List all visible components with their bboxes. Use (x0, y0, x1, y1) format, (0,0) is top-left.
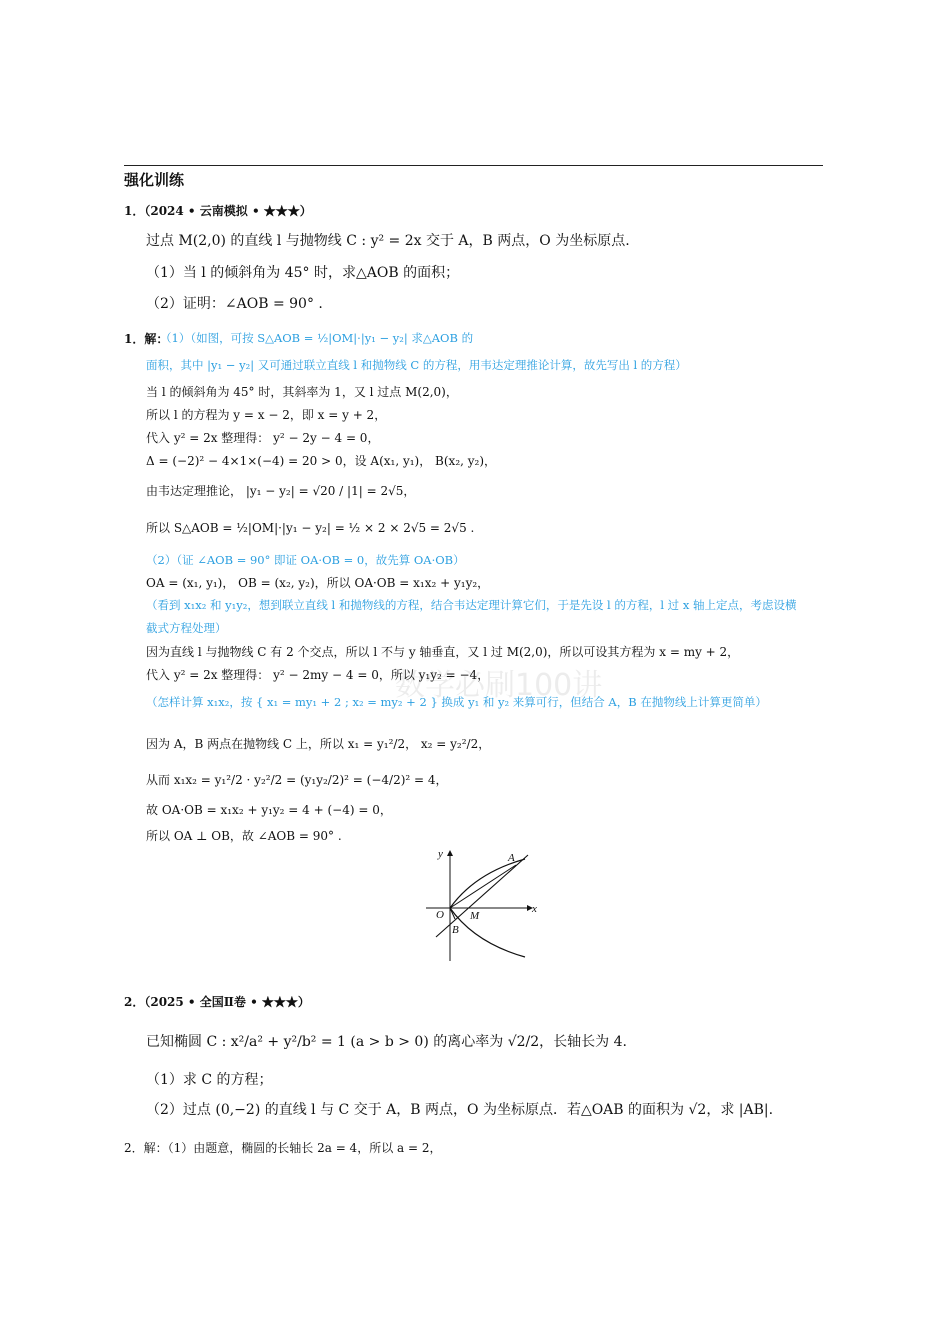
solution1-label: 1．解： (124, 332, 169, 346)
solution1-hint3a: （看到 x₁x₂ 和 y₁y₂，想到联立直线 l 和抛物线的方程，结合韦达定理计算它们，于是先设 l 的方程，l 过 x 轴上定点，考虑设横 (146, 598, 797, 612)
solution1-line8: 因为直线 l 与抛物线 C 有 2 个交点，所以 l 不与 y 轴垂直，又 l 过 M(2,0)，所以可设其方程为 x = my + 2， (146, 645, 740, 659)
solution1-line3: 代入 y² = 2x 整理得： y² − 2y − 4 = 0， (146, 431, 380, 445)
solution1-hint3b: 截式方程处理） (146, 621, 227, 635)
watermark: 数学必刷100讲 (395, 668, 603, 703)
problem2-part2: （2）过点 (0,−2) 的直线 l 与 C 交于 A，B 两点，O 为坐标原点．若△OAB 的面积为 √2，求 |AB|. (146, 1102, 774, 1118)
label-m: M (470, 910, 480, 922)
solution1-hint1b: 面积，其中 |y₁ − y₂| 又可通过联立直线 l 和抛物线 C 的方程，用韦达定理推论计算，故先写出 l 的方程） (146, 358, 687, 372)
solution1-line12: 故 OA·OB = x₁x₂ + y₁y₂ = 4 + (−4) = 0， (146, 803, 392, 817)
solution1-line9: 代入 y² = 2x 整理得： y² − 2my − 4 = 0，所以 y₁y₂ = −4， (146, 668, 490, 682)
solution1-line10: 因为 A，B 两点在抛物线 C 上，所以 x₁ = y₁²/2， x₂ = y₂²/2， (146, 737, 491, 751)
problem1-part1: （1）当 l 的倾斜角为 45° 时，求△AOB 的面积； (146, 265, 460, 281)
solution1-line1: 当 l 的倾斜角为 45° 时，其斜率为 1，又 l 过点 M(2,0)， (146, 385, 458, 399)
solution1-hint4: （怎样计算 x₁x₂，按 { x₁ = my₁ + 2 ; x₂ = my₂ + 2 } 换成 y₁ 和 y₂ 来算可行，但结合 A，B 在抛物线上计算更简单） (146, 695, 767, 709)
section-title: 强化训练 (124, 171, 185, 189)
solution2-line1: 2．解：（1）由题意，椭圆的长轴长 2a = 4，所以 a = 2， (124, 1141, 442, 1155)
label-o: O (436, 909, 444, 921)
solution1-line4: Δ = (−2)² − 4×1×(−4) = 20 > 0，设 A(x₁, y₁)， B(x₂, y₂)， (146, 454, 497, 468)
problem2-part1: （1）求 C 的方程； (146, 1072, 273, 1088)
solution1-hint1a: （1）（如图，可按 S△AOB = ½|OM|·|y₁ − y₂| 求△AOB 的 (160, 331, 474, 345)
solution1-line6: 所以 S△AOB = ½|OM|·|y₁ − y₂| = ½ × 2 × 2√5 = 2√5 . (146, 521, 475, 535)
solution1-hint2: （2）（证 ∠AOB = 90° 即证 OA·OB = 0，故先算 OA·OB） (146, 553, 465, 567)
problem1-part2: （2）证明：∠AOB = 90° . (146, 296, 323, 312)
label-y: y (438, 848, 443, 860)
solution1-line13: 所以 OA ⊥ OB，故 ∠AOB = 90° . (146, 829, 342, 843)
solution1-line2: 所以 l 的方程为 y = x − 2，即 x = y + 2， (146, 408, 387, 422)
label-a: A (508, 852, 515, 864)
problem1-statement: 过点 M(2,0) 的直线 l 与抛物线 C : y² = 2x 交于 A，B 两点，O 为坐标原点. (146, 233, 630, 249)
section-rule (124, 165, 823, 166)
parabola-figure (420, 845, 580, 965)
problem1-header: 1．（2024 • 云南模拟 • ★★★） (124, 204, 312, 218)
problem2-statement: 已知椭圆 C : x²/a² + y²/b² = 1 (a > b > 0) 的离心率为 √2/2，长轴长为 4. (146, 1034, 627, 1050)
segment-oa (450, 865, 516, 908)
solution1-line7: OA = (x₁, y₁)， OB = (x₂, y₂)，所以 OA·OB = x₁x₂ + y₁y₂， (146, 576, 490, 590)
label-b: B (452, 924, 459, 936)
solution1-line5: 由韦达定理推论， |y₁ − y₂| = √20 / |1| = 2√5， (146, 484, 416, 498)
solution1-line11: 从而 x₁x₂ = y₁²/2 · y₂²/2 = (y₁y₂/2)² = (−4/2)² = 4， (146, 773, 448, 787)
label-x: x (532, 903, 537, 915)
problem2-header: 2．（2025 • 全国Ⅱ卷 • ★★★） (124, 995, 310, 1009)
